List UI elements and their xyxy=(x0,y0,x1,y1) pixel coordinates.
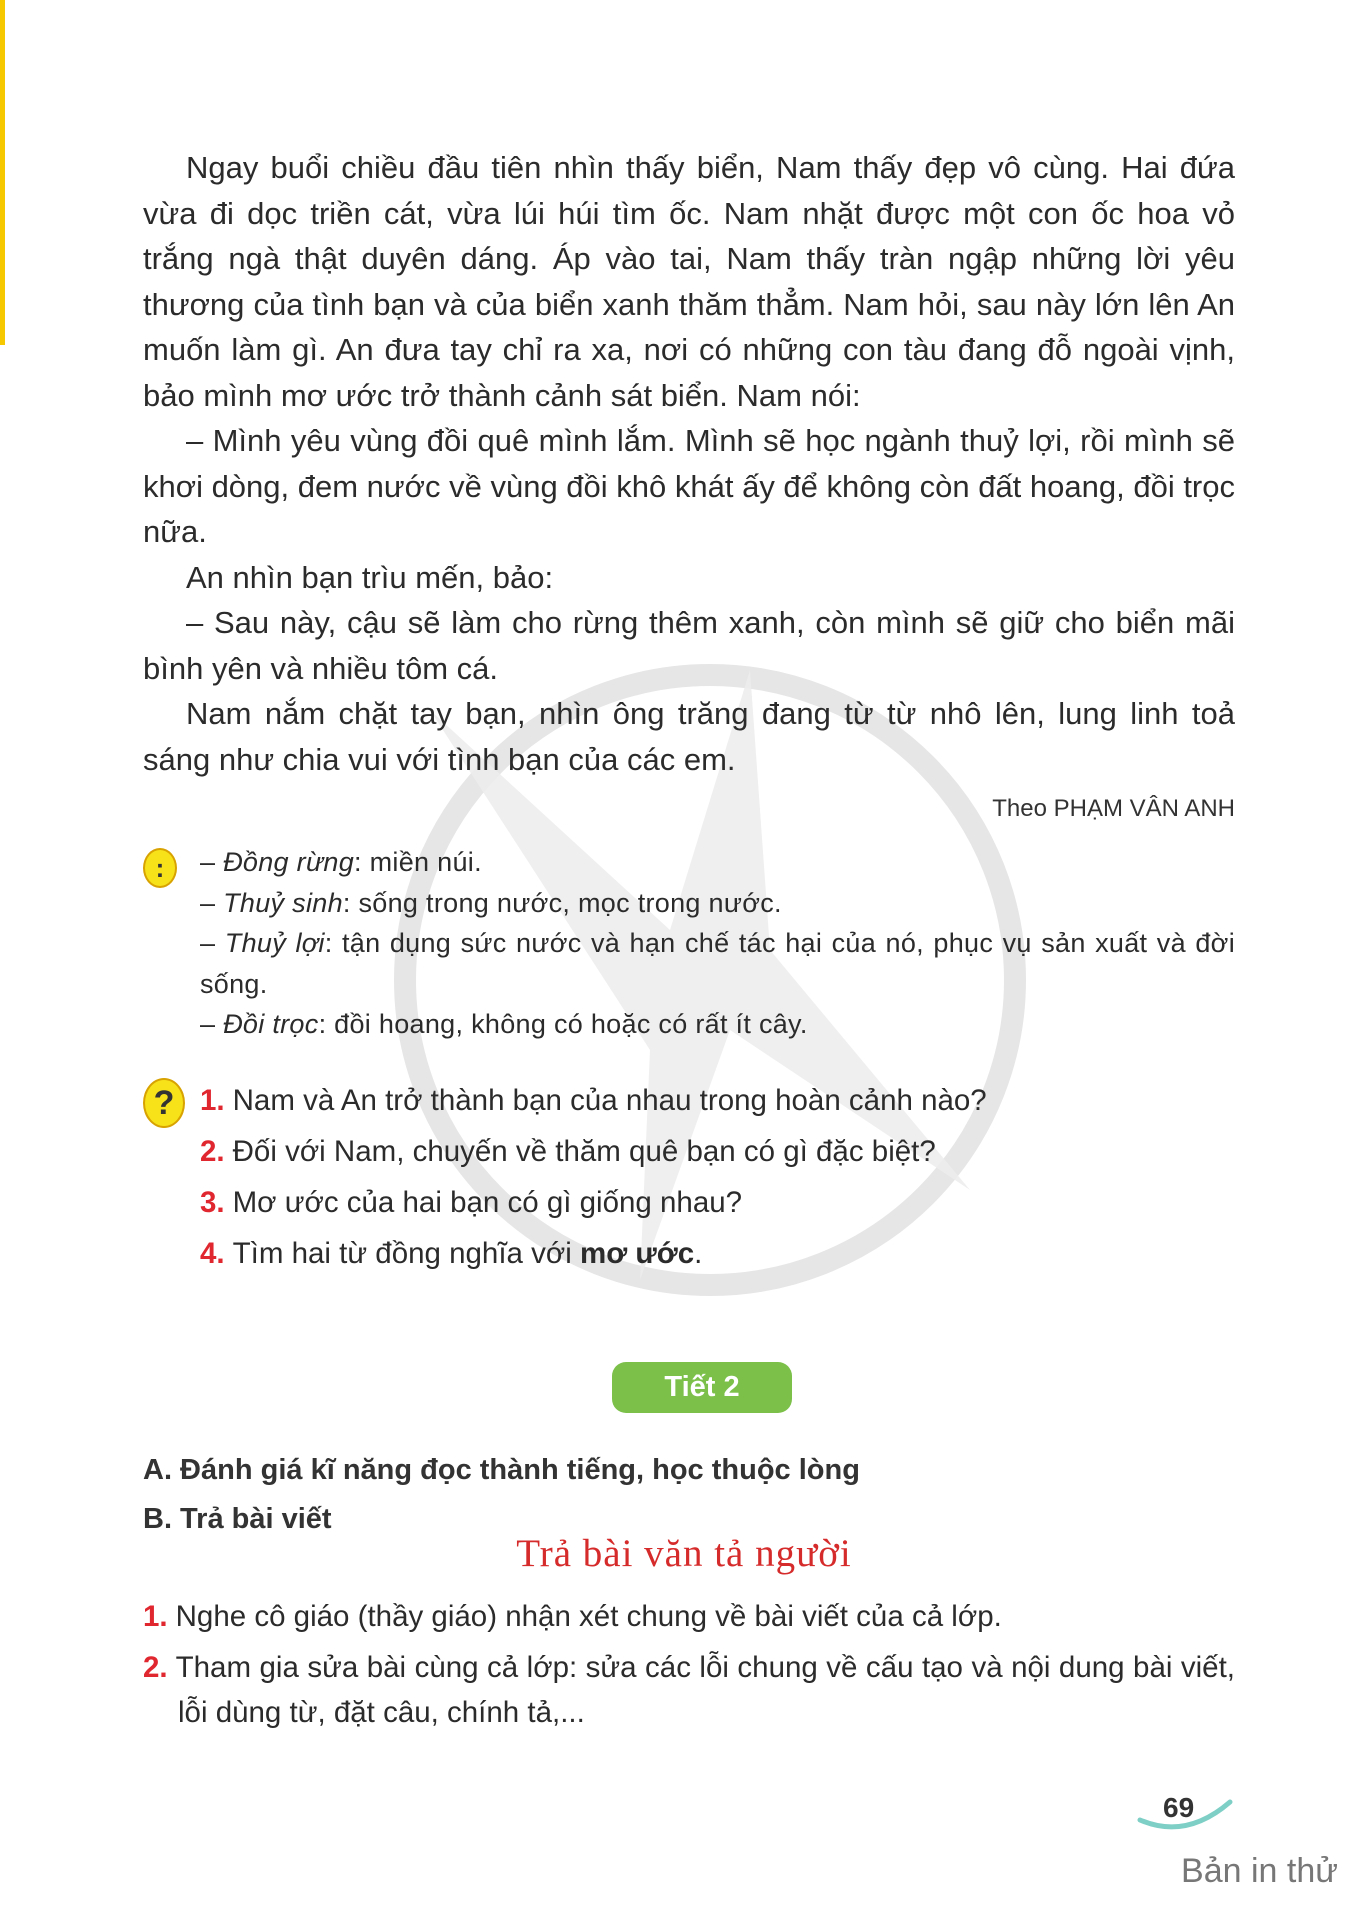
task-list xyxy=(143,1594,1235,1741)
glossary-dash: – xyxy=(200,887,224,918)
task-number: 1. xyxy=(143,1600,168,1633)
page-number: 69 xyxy=(1163,1792,1195,1823)
glossary-definition: : sống trong nước, mọc trong nước. xyxy=(342,887,782,918)
questions-box xyxy=(143,1075,1235,1279)
story-paragraph: Ngay buổi chiều đầu tiên nhìn thấy biển, Nam thấy đẹp vô cùng. Hai đứa vừa đi dọc triền cát, vừa lúi húi tìm ốc. Nam nhặt được một con ốc hoa vỏ trắng ngà thật duyên dáng. Áp vào tai, Nam thấy tràn ngập những lời yêu thương của tình bạn và của biển xanh thăm thẳm. Nam hỏi, sau này lớn lên An muốn làm gì. An đưa tay chỉ ra xa, nơi có những con tàu đang đỗ ngoài vịnh, bảo mình mơ ước trở thành cảnh sát biển. Nam nói: xyxy=(143,150,1235,413)
glossary-term: Thuỷ sinh xyxy=(223,887,343,918)
question-text: Tìm hai từ đồng nghĩa với xyxy=(232,1237,580,1270)
glossary-term: Đồi trọc xyxy=(223,1009,319,1039)
task-item xyxy=(143,1594,1235,1639)
story-source: Theo PHẠM VÂN ANH xyxy=(992,795,1235,822)
story-paragraph: – Sau này, cậu sẽ làm cho rừng thêm xanh, còn mình sẽ giữ cho biển mãi bình yên và nhiều tôm cá. xyxy=(143,605,1235,686)
section-a-heading: A. Đánh giá kĩ năng đọc thành tiếng, học thuộc lòng xyxy=(143,1454,860,1486)
task-number: 2. xyxy=(143,1651,168,1684)
glossary-item xyxy=(200,1004,1235,1045)
question-text: Mơ ước của hai bạn có gì giống nhau? xyxy=(232,1186,743,1219)
story-text xyxy=(143,145,1235,782)
story-paragraph: An nhìn bạn trìu mến, bảo: xyxy=(186,559,554,595)
glossary-item xyxy=(200,842,1235,883)
question-item xyxy=(200,1228,1235,1279)
glossary-definition: : miền núi. xyxy=(354,847,482,877)
question-item xyxy=(200,1126,1235,1177)
glossary-icon: : xyxy=(143,848,177,888)
lesson-subtitle: Trả bài văn tả người xyxy=(516,1532,852,1575)
glossary-dash: – xyxy=(200,928,225,958)
glossary-term: Đồng rừng xyxy=(223,847,355,877)
glossary-box xyxy=(143,842,1235,1045)
glossary-definition: : tận dụng sức nước và hạn chế tác hại của nó, phục vụ sản xuất và đời sống. xyxy=(200,928,1235,999)
glossary-list xyxy=(200,842,1235,1045)
glossary-item xyxy=(200,923,1235,1004)
story-paragraph: – Mình yêu vùng đồi quê mình lắm. Mình sẽ học ngành thuỷ lợi, rồi mình sẽ khơi dòng, đem nước về vùng đồi khô khát ấy để không còn đất hoang, đồi trọc nữa. xyxy=(143,423,1235,549)
lesson-period-pill: Tiết 2 xyxy=(612,1362,792,1413)
glossary-definition: : đồi hoang, không có hoặc có rất ít cây. xyxy=(318,1009,808,1039)
question-text-end: . xyxy=(694,1237,703,1270)
question-item xyxy=(200,1177,1235,1228)
question-item xyxy=(200,1075,1235,1126)
task-text: Nghe cô giáo (thầy giáo) nhận xét chung về bài viết của cả lớp. xyxy=(175,1600,1002,1633)
question-number: 2. xyxy=(200,1135,225,1168)
question-number: 1. xyxy=(200,1084,225,1117)
task-text: Tham gia sửa bài cùng cả lớp: sửa các lỗi chung về cấu tạo và nội dung bài viết, lỗi dùng từ, đặt câu, chính tả,... xyxy=(175,1651,1235,1729)
section-b-heading: B. Trả bài viết xyxy=(143,1503,332,1535)
question-number: 3. xyxy=(200,1186,225,1219)
glossary-term: Thuỷ lợi xyxy=(224,928,325,958)
question-mark-icon: ? xyxy=(143,1078,185,1128)
question-number: 4. xyxy=(200,1237,225,1270)
proof-label: Bản in thử xyxy=(1181,1852,1338,1890)
question-text: Nam và An trở thành bạn của nhau trong hoàn cảnh nào? xyxy=(232,1084,987,1117)
question-list xyxy=(200,1075,1235,1279)
question-keyword: mơ ước xyxy=(579,1237,695,1270)
story-paragraph: Nam nắm chặt tay bạn, nhìn ông trăng đang từ từ nhô lên, lung linh toả sáng như chia vui với tình bạn của các em. xyxy=(143,696,1235,777)
glossary-dash: – xyxy=(200,1009,224,1039)
task-item xyxy=(143,1645,1235,1735)
page-edge-bar xyxy=(0,0,5,345)
question-text: Đối với Nam, chuyến về thăm quê bạn có gì đặc biệt? xyxy=(232,1135,936,1168)
glossary-item xyxy=(200,883,1235,924)
glossary-dash: – xyxy=(200,847,224,877)
